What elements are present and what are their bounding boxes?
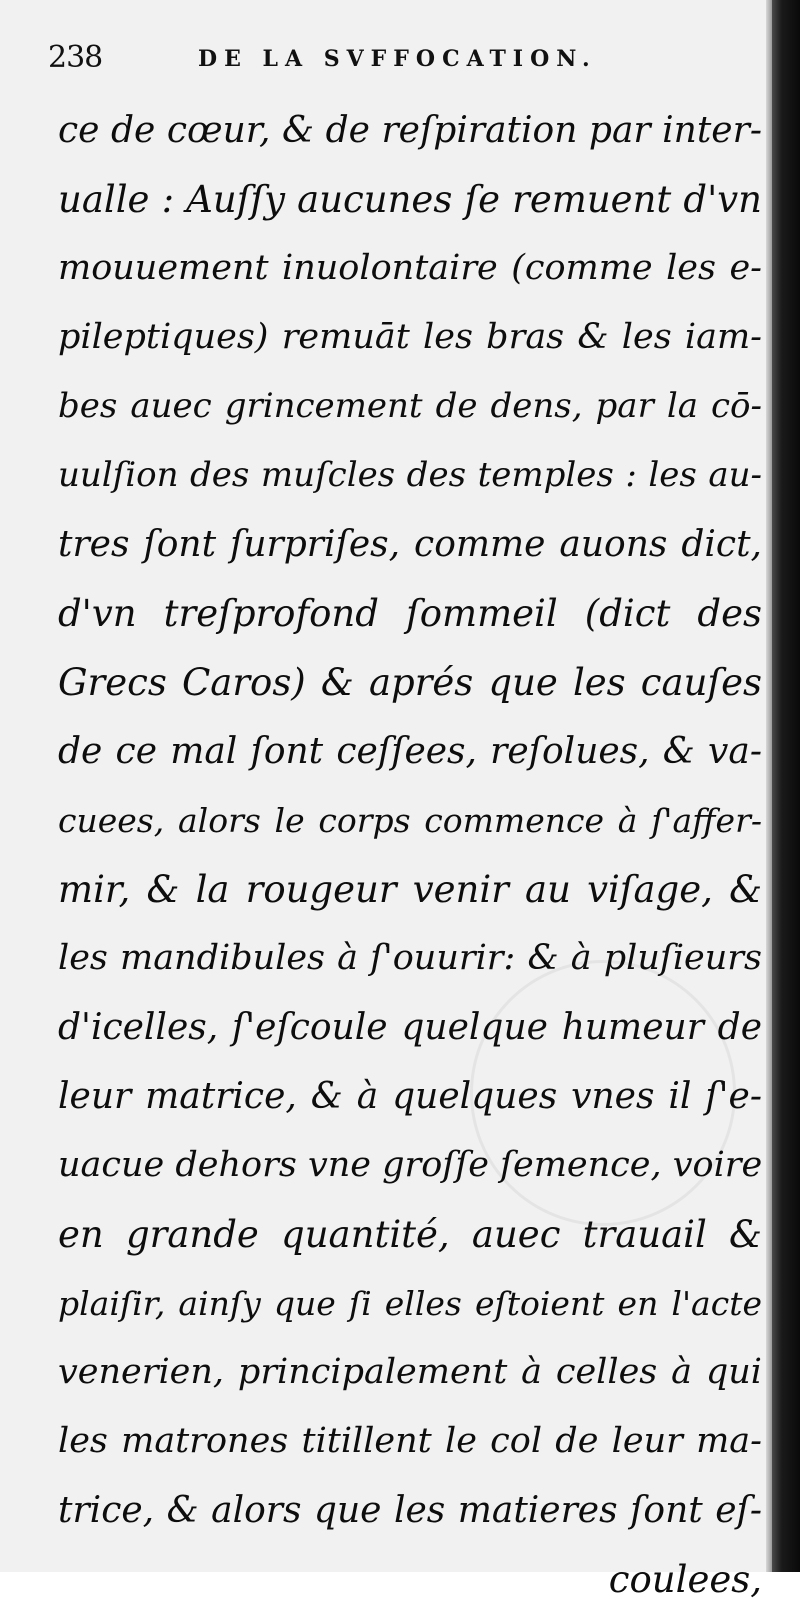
text-line: ualle : Auſſy aucunes ſe remuent d'vn	[58, 178, 762, 221]
text-line: les matrones titillent le col de leur ma-	[58, 1421, 762, 1461]
text-line: d'vn treſprofond ſommeil (dict des	[58, 592, 762, 635]
text-line: mouuement inuolontaire (comme les e-	[58, 248, 762, 288]
text-line: trice, & alors que les matieres ſont eſ-	[58, 1490, 762, 1531]
text-line: venerien, principalement à celles à qui	[58, 1352, 762, 1392]
text-line: leur matrice, & à quelques vnes il ſ'e-	[58, 1076, 762, 1117]
text-line: les mandibules à ſ'ouurir: & à pluſieurs	[58, 938, 762, 978]
text-line: tres ſont ſurpriſes, comme auons dict,	[58, 524, 762, 565]
page-header	[48, 40, 748, 80]
text-line: Grecs Caros) & aprés que les cauſes	[58, 661, 762, 704]
text-line: plaiſir, ainſy que ſi elles eſtoient en l'acte	[58, 1284, 762, 1323]
text-line: d'icelles, ſ'eſcoule quelque humeur de	[58, 1007, 762, 1048]
text-line: bes auec grincement de dens, par la cō-	[58, 386, 762, 426]
running-head: DE LA SVFFOCATION.	[198, 46, 597, 72]
book-gutter	[772, 0, 800, 1572]
body-text	[58, 96, 762, 1614]
page-number: 238	[48, 40, 103, 75]
text-line: mir, & la rougeur venir au viſage, &	[58, 868, 762, 911]
text-line: cuees, alors le corps commence à ſ'affer-	[58, 801, 762, 840]
text-line: uulſion des muſcles des temples : les au-	[58, 455, 762, 495]
text-line: en grande quantité, auec trauail &	[58, 1213, 762, 1256]
text-line: ce de cœur, & de reſpiration par inter-	[58, 110, 762, 151]
text-line: pileptiques) remuāt les bras & les iam-	[58, 317, 762, 357]
catchword: coulees,	[608, 1558, 762, 1601]
text-line: uacue dehors vne groſſe ſemence, voire	[58, 1145, 763, 1185]
text-line: de ce mal ſont ceſſees, reſolues, & va-	[58, 731, 762, 772]
